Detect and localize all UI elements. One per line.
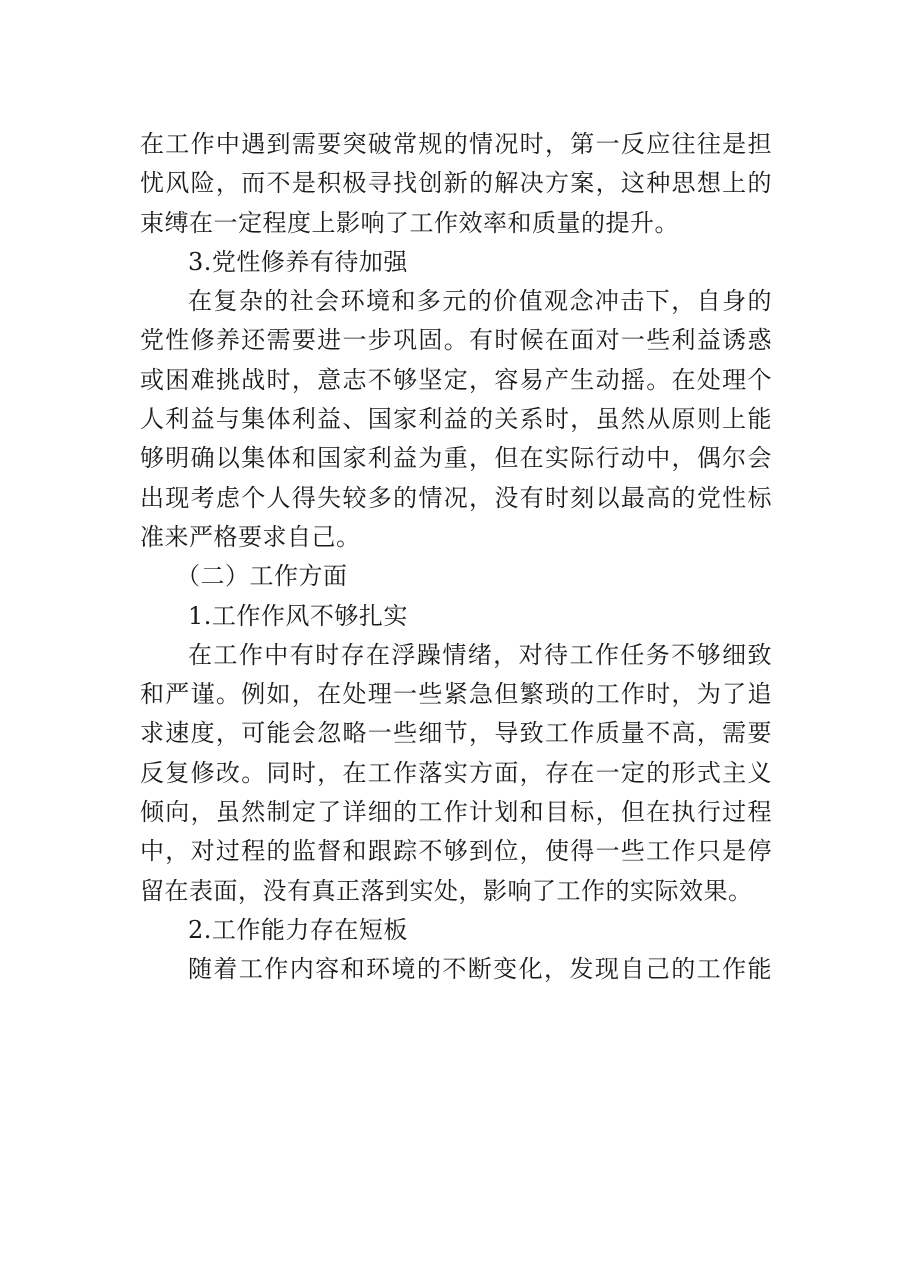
paragraph-line: 在复杂的社会环境和多元的价值观念冲击下，自身的 (188, 287, 772, 316)
paragraph-line: 在工作中遇到需要突破常规的情况时，第一反应往往是担 (140, 130, 772, 158)
paragraph-line: 忧风险，而不是积极寻找创新的解决方案，这种思想上的 (140, 169, 772, 198)
section-heading: 2.工作能力存在短板 (188, 915, 408, 944)
paragraph-line: 和严谨。例如，在处理一些紧急但繁琐的工作时，为了追 (140, 680, 772, 709)
paragraph-line: 人利益与集体利益、国家利益的关系时，虽然从原则上能 (140, 405, 772, 434)
paragraph-line: 党性修养还需要进一步巩固。有时候在面对一些利益诱惑 (140, 326, 772, 355)
section-heading: 3.党性修养有待加强 (188, 247, 408, 276)
paragraph-line: 够明确以集体和国家利益为重，但在实际行动中，偶尔会 (140, 444, 772, 473)
paragraph-line: 反复修改。同时，在工作落实方面，存在一定的形式主义 (140, 758, 772, 787)
paragraph-line: 或困难挑战时，意志不够坚定，容易产生动摇。在处理个 (140, 365, 772, 394)
document-body (140, 125, 772, 990)
paragraph-line: 求速度，可能会忽略一些细节，导致工作质量不高，需要 (140, 719, 772, 748)
paragraph-line: 准来严格要求自己。 (140, 522, 361, 551)
paragraph-line: 留在表面，没有真正落到实处，影响了工作的实际效果。 (140, 876, 753, 905)
paragraph-line: 出现考虑个人得失较多的情况，没有时刻以最高的党性标 (140, 483, 772, 512)
section-heading: （二）工作方面 (176, 562, 348, 591)
paragraph-line: 随着工作内容和环境的不断变化，发现自己的工作能 (188, 955, 772, 984)
paragraph-line: 中，对过程的监督和跟踪不够到位，使得一些工作只是停 (140, 837, 772, 866)
paragraph-line: 在工作中有时存在浮躁情绪，对待工作任务不够细致 (188, 640, 772, 669)
paragraph-line: 束缚在一定程度上影响了工作效率和质量的提升。 (140, 208, 679, 237)
section-heading: 1.工作作风不够扎实 (188, 601, 408, 630)
paragraph-line: 倾向，虽然制定了详细的工作计划和目标，但在执行过程 (140, 798, 772, 827)
